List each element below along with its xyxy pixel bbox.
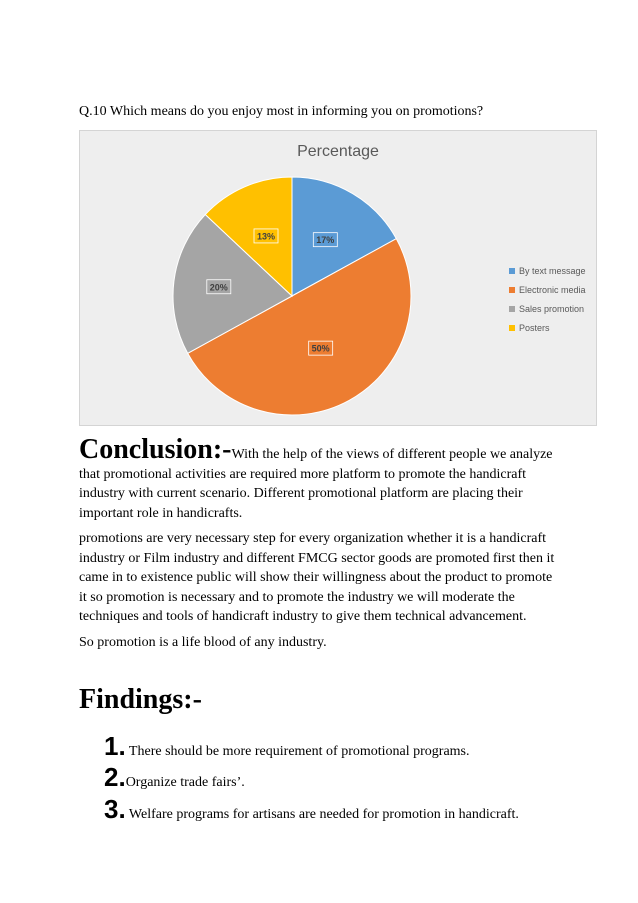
- legend-item: [509, 280, 586, 299]
- legend-item: [509, 299, 586, 318]
- data-label: 20%: [209, 282, 228, 293]
- data-label: 13%: [256, 231, 276, 242]
- legend-label: By text message: [519, 265, 586, 276]
- legend-swatch: [509, 306, 515, 312]
- finding-text: Welfare programs for artisans are needed for promotion in handicraft.: [125, 807, 519, 822]
- finding-number: 3.: [104, 794, 126, 824]
- conclusion-text-2: promotions are very necessary step for every organization whether it is a handicraft industry or Film industry and different FMCG sector goods are promoted first then it came in to existence public will show their willingness about the product to promote it so promotion is necessary and to promote the industry we will moderate the techniques and tools of handicraft industry to give them technical advancement.: [79, 531, 555, 624]
- conclusion-heading: Conclusion:-: [79, 434, 232, 465]
- legend-swatch: [509, 287, 515, 293]
- legend-item: [509, 318, 586, 337]
- data-label: 17%: [316, 235, 335, 246]
- conclusion-text-3: So promotion is a life blood of any industry.: [79, 634, 327, 650]
- finding-text: Organize trade fairs’.: [125, 775, 245, 790]
- finding-item-3: [104, 794, 519, 825]
- pie-chart: [79, 130, 597, 426]
- legend-swatch: [509, 268, 515, 274]
- finding-number: 1.: [104, 731, 126, 761]
- conclusion-paragraph: [79, 436, 559, 652]
- finding-item-2: [104, 762, 245, 793]
- finding-text: There should be more requirement of promotional programs.: [125, 744, 470, 759]
- finding-item-1: [104, 731, 470, 762]
- chart-title: Percentage: [297, 143, 379, 160]
- legend-swatch: [509, 325, 515, 331]
- question-text: Q.10 Which means do you enjoy most in informing you on promotions?: [79, 104, 484, 119]
- chart-legend: [509, 261, 586, 337]
- legend-item: [509, 261, 586, 280]
- findings-heading: Findings:-: [79, 684, 202, 715]
- legend-label: Electronic media: [519, 284, 586, 295]
- legend-label: Sales promotion: [519, 303, 585, 314]
- legend-label: Posters: [519, 322, 550, 333]
- conclusion-text-1: With the help of the views of different people we analyze that promotional activities are required more platform to promote the handicraft industry with current scenario. Different promotional platform are placing their important role in handicrafts.: [79, 447, 553, 521]
- finding-number: 2.: [104, 762, 126, 792]
- data-label: 50%: [311, 343, 330, 354]
